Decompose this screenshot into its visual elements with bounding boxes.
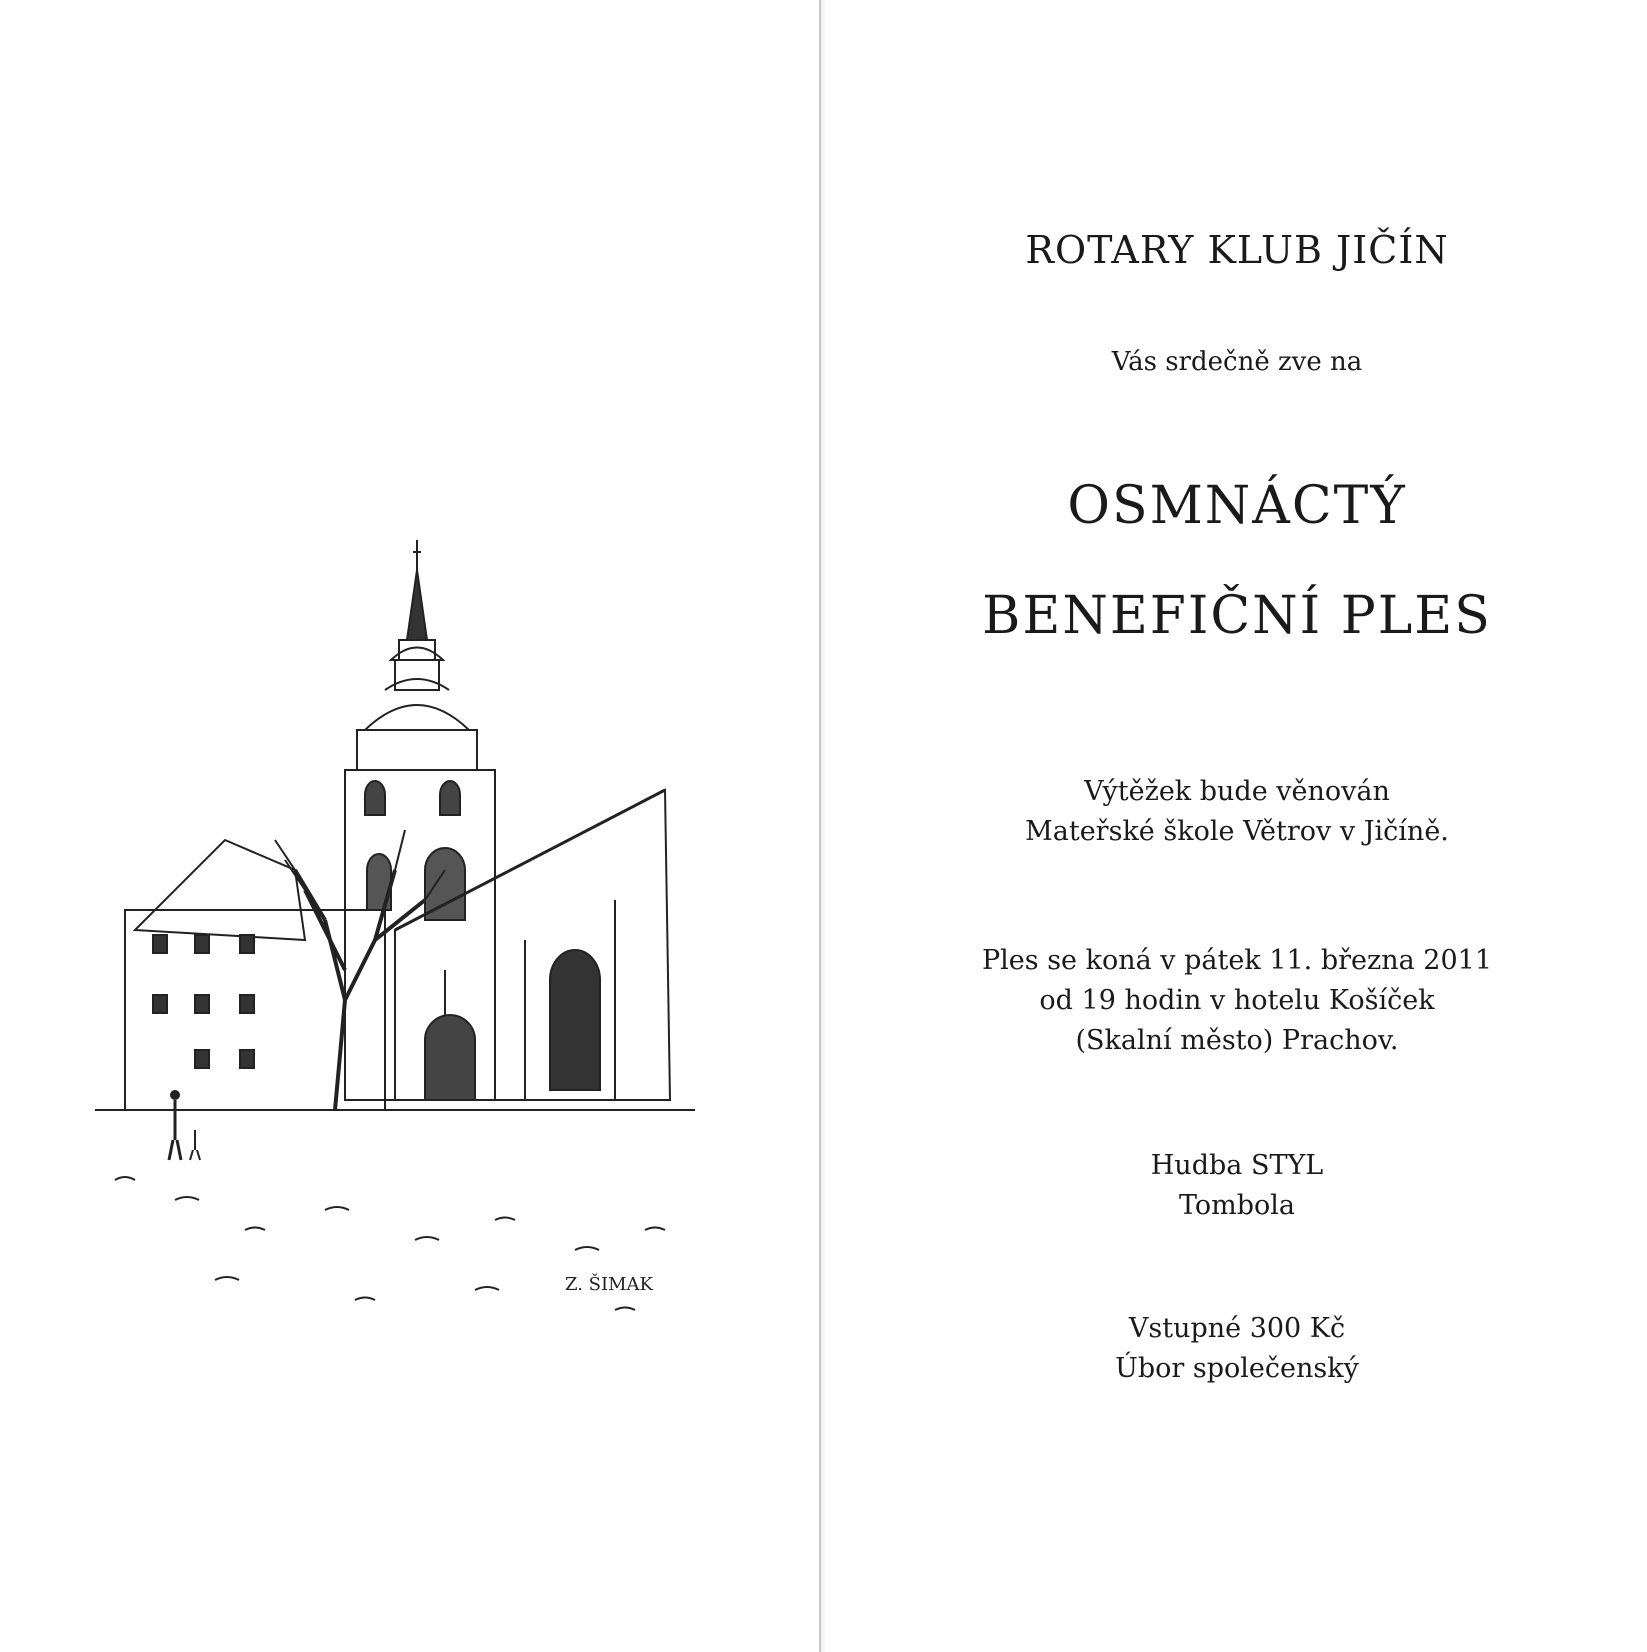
church-sketch-illustration: [95, 540, 735, 1370]
program-info: [827, 1146, 1647, 1226]
proceeds-line: Mateřské škole Větrov v Jičíně.: [1025, 816, 1449, 847]
event-title-line1: OSMNÁCTÝ: [1067, 476, 1407, 536]
left-panel: [0, 0, 819, 1652]
right-panel: [827, 0, 1647, 1652]
proceeds-info: [827, 772, 1647, 852]
program-line: Tombola: [1178, 1190, 1296, 1221]
venue-line: od 19 hodin v hotelu Košíček: [1039, 985, 1435, 1016]
club-name: ROTARY KLUB JIČÍN: [1025, 228, 1449, 272]
admission-line: Úbor společenský: [1115, 1353, 1359, 1384]
venue-line: Ples se koná v pátek 11. března 2011: [981, 945, 1492, 976]
artist-signature: Z. ŠIMAK: [565, 1274, 653, 1295]
program-line: Hudba STYL: [1150, 1150, 1324, 1181]
proceeds-line: Výtěžek bude věnován: [1084, 776, 1390, 807]
admission-info: [827, 1309, 1647, 1389]
venue-info: [827, 941, 1647, 1061]
venue-line: (Skalní město) Prachov.: [1075, 1025, 1399, 1056]
event-title-line2: BENEFIČNÍ PLES: [982, 586, 1492, 646]
admission-line: Vstupné 300 Kč: [1128, 1313, 1346, 1344]
invitation-line: Vás srdečně zve na: [1111, 347, 1363, 377]
